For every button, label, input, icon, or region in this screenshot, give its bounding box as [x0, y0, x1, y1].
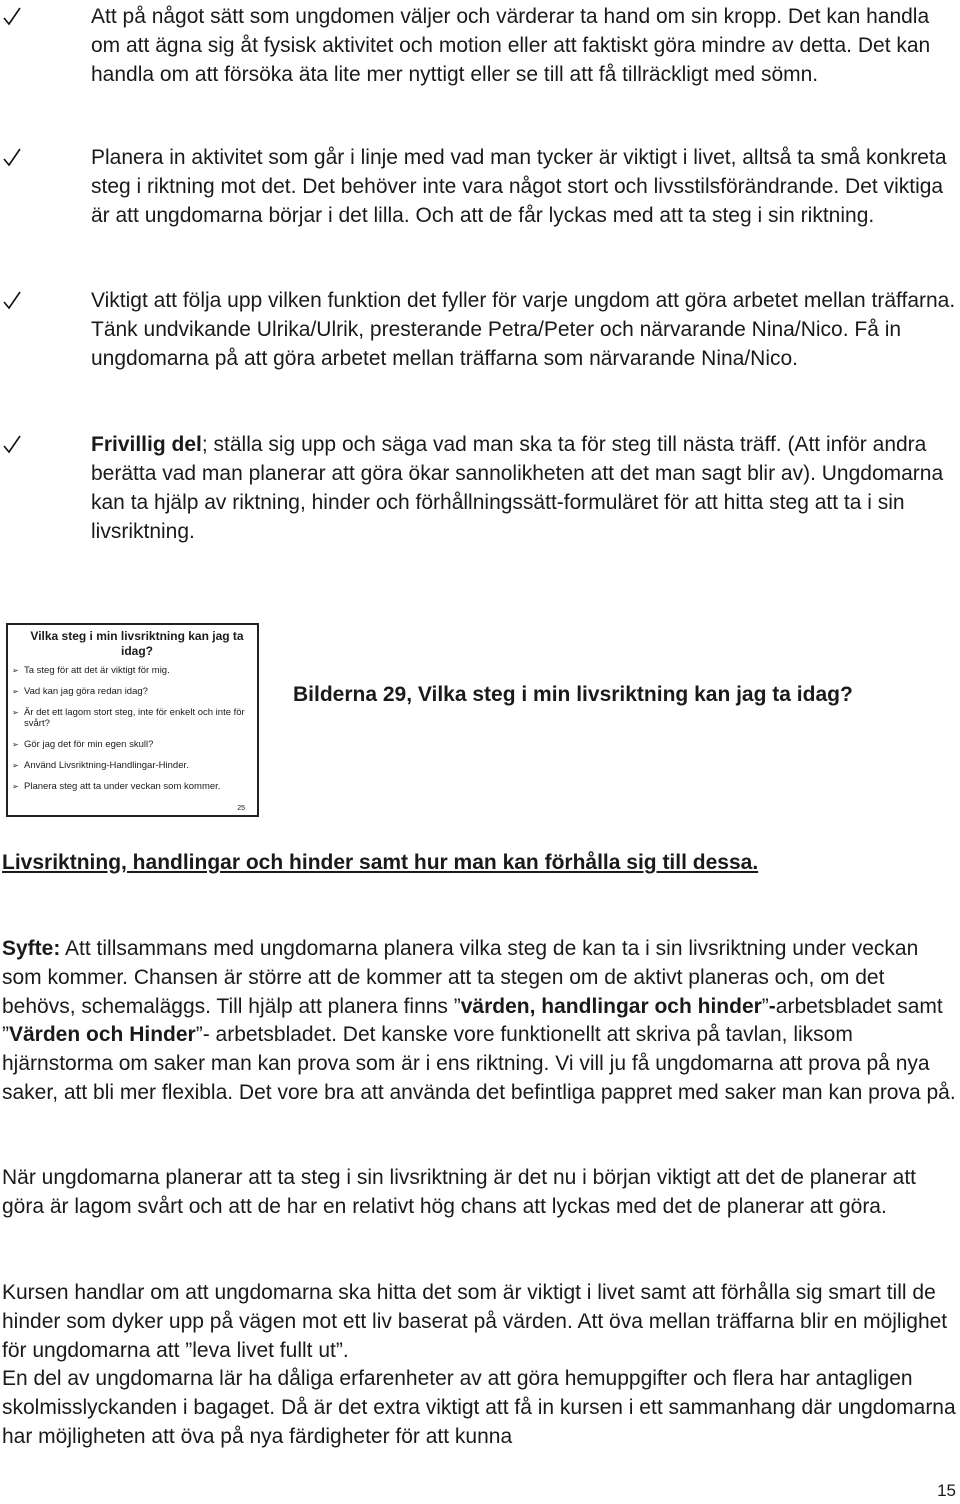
arrow-bullet-icon: ➢: [12, 740, 19, 749]
bold-text: Värden och Hinder: [9, 1023, 196, 1047]
arrow-bullet-icon: ➢: [12, 782, 19, 791]
bullet-text: [91, 286, 957, 373]
slide-thumbnail: [6, 623, 259, 817]
bold-text: Syfte:: [2, 937, 61, 960]
bullet-text: [91, 143, 957, 230]
slide-list-item: ➢ Vad kan jag göra redan idag?: [12, 686, 148, 697]
bold-text: -: [768, 994, 776, 1018]
slide-list: [12, 665, 252, 802]
text-run: En del av ungdomarna lär ha dåliga erfarenheter av att göra hemuppgifter och flera har antagligen skolmisslyckanden i bagaget. Då är det extra viktigt att få in kursen i ett sammanhang där ungdomarna har möjligheten att öva på nya färdigheter för att kunna: [2, 1367, 956, 1448]
text-run: ; ställa sig upp och säga vad man ska ta för steg till nästa träff. (Att inför andra berätta vad man planerar att göra ökar sannolikheten att det man sagt blir av). Ungdomarna kan ta hjälp av riktning, hinder och förhållningssätt-formuläret för att hitta steg att ta i sin livsriktning.: [91, 433, 944, 543]
arrow-bullet-icon: ➢: [12, 761, 19, 770]
bold-text: Frivillig del: [91, 433, 202, 456]
checkmark-icon: [1, 431, 23, 459]
slide-list-item: ➢ Använd Livsriktning-Handlingar-Hinder.: [12, 760, 189, 771]
section-heading: Livsriktning, handlingar och hinder samt hur man kan förhålla sig till dessa.: [2, 851, 759, 874]
paragraph-purpose: [2, 935, 958, 1108]
text-run: ”: [761, 994, 769, 1018]
checkmark-icon: [1, 144, 23, 172]
text-run: När ungdomarna planerar att ta steg i sin livsriktning är det nu i början viktigt att det de planerar att göra är lagom svårt och att de har en relativt hög chans att lyckas med det de planerar att göra.: [2, 1166, 916, 1218]
slide-title: Vilka steg i min livsriktning kan jag ta idag?: [30, 629, 244, 658]
slide-list-item: ➢ Ta steg för att det är viktigt för mig.: [12, 665, 170, 676]
text-run: Viktigt att följa upp vilken funktion det fyller för varje ungdom att göra arbetet mellan träffarna. Tänk undvikande Ulrika/Ulrik, presterande Petra/Peter och närvarande Nina/Nico. Få in ungdomarna på att göra arbetet mellan träffarna som närvarande Nina/Nico.: [91, 289, 956, 370]
text-run: arbetsbladet samt ”: [2, 994, 943, 1047]
page-number: 15: [937, 1481, 956, 1500]
slide-number: 25: [237, 805, 245, 812]
bullet-text: [91, 430, 957, 546]
checkmark-icon: [1, 287, 23, 315]
figure-caption: Bilderna 29, Vilka steg i min livsriktning kan jag ta idag?: [293, 683, 853, 706]
arrow-bullet-icon: ➢: [12, 687, 19, 696]
bold-text: värden, handlingar och hinder: [460, 994, 762, 1018]
bullet-text: [91, 2, 957, 89]
slide-list-item: ➢ Planera steg att ta under veckan som kommer.: [12, 781, 221, 792]
arrow-bullet-icon: ➢: [12, 666, 19, 675]
text-run: Att på något sätt som ungdomen väljer och värderar ta hand om sin kropp. Det kan handla om att ägna sig åt fysisk aktivitet och motion eller att faktiskt göra mindre av detta. Det kan handla om att försöka äta lite mer nyttigt eller se till att få tillräckligt med sömn.: [91, 5, 931, 86]
paragraph: [2, 1279, 958, 1452]
arrow-bullet-icon: ➢: [12, 708, 19, 717]
slide-list-item: ➢ Är det ett lagom stort steg, inte för enkelt och inte för svårt?: [12, 707, 245, 729]
slide-list-item: ➢ Gör jag det för min egen skull?: [12, 739, 154, 750]
text-run: Planera in aktivitet som går i linje med vad man tycker är viktigt i livet, alltså ta små konkreta steg i riktning mot det. Det behöver inte vara något stort och livsstilsförändrande. Det viktiga är att ungdomarna börjar i det lilla. Och att de får lyckas med att ta steg i sin riktning.: [91, 146, 947, 227]
text-run: Att tillsammans med ungdomarna planera vilka steg de kan ta i sin livsriktning under veckan som kommer. Chansen är större att de kommer att ta stegen om de aktivt planeras och, om det behövs, schemaläggs. Till hjälp att planera finns ”: [2, 937, 919, 1018]
text-run: ”- arbetsbladet. Det kanske vore funktionellt att skriva på tavlan, liksom hjärnstorma om saker man kan prova som är i ens riktning. Vi vill ju få ungdomarna att prova på nya saker, att bli mer flexibla. Det vore bra att använda det befintliga pappret med saker man kan prova på.: [2, 1023, 956, 1104]
checkmark-icon: [1, 3, 23, 31]
text-run: Kursen handlar om att ungdomarna ska hitta det som är viktigt i livet samt att förhålla sig smart till de hinder som dyker upp på vägen mot ett liv baserat på värden. Att öva mellan träffarna blir en möjlighet för ungdomarna att ”leva livet fullt ut”.: [2, 1281, 948, 1362]
paragraph: [2, 1164, 958, 1222]
